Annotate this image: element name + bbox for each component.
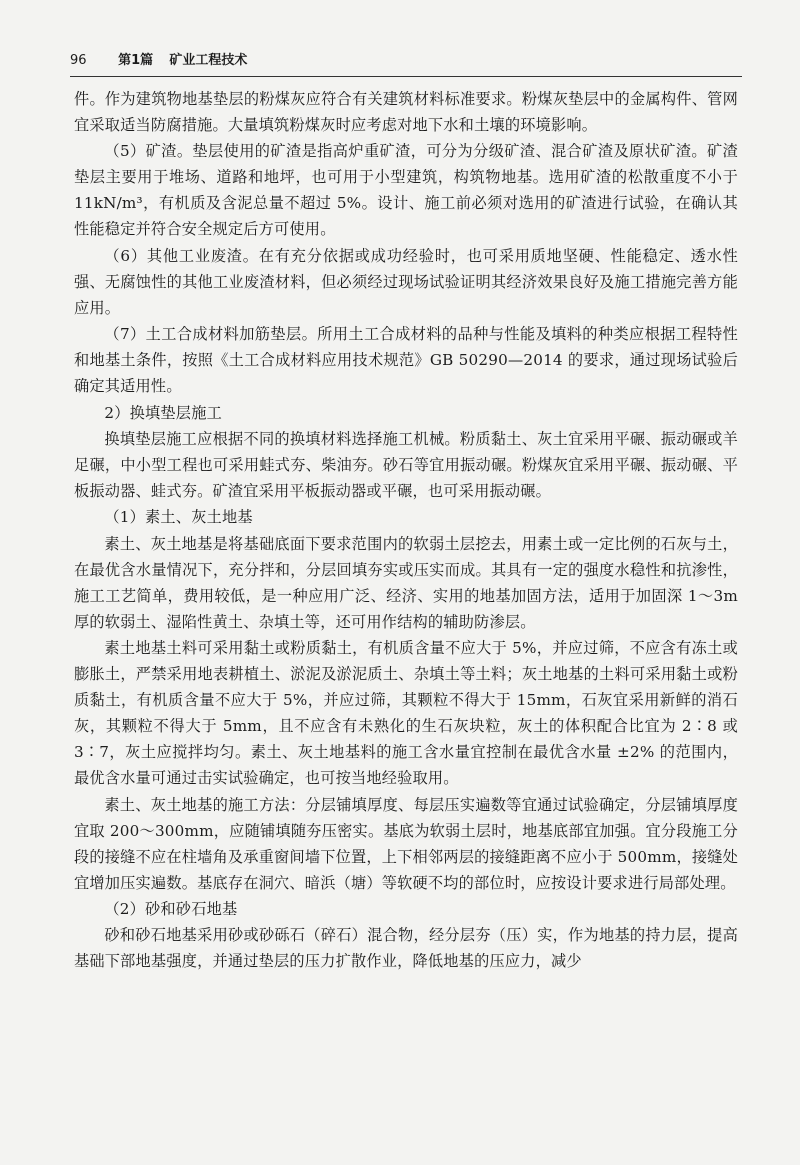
subsection-heading: （1）素土、灰土地基 [104,508,253,527]
paragraph: 换填垫层施工应根据不同的换填材料选择施工机械。粉质黏土、灰土宜采用平碾、振动碾或羊足碾，中小型工程也可采用蛙式夯、柴油夯。砂石等宜用振动碾。粉煤灰宜采用平碾、振动碾、平板振动器、蛙式夯。矿渣宜采用平板振动器或平碾，也可采用振动碾。 [74,429,738,500]
subsection-heading: 2）换填垫层施工 [104,403,222,422]
paragraph: 件。作为建筑物地基垫层的粉煤灰应符合有关建筑材料标准要求。粉煤灰垫层中的金属构件、管网宜采取适当防腐措施。大量填筑粉煤灰时应考虑对地下水和土壤的环境影响。 [74,90,738,134]
page-number: 96 [70,53,87,68]
paragraph: 素土、灰土地基的施工方法：分层铺填厚度、每层压实遍数等宜通过试验确定，分层铺填厚度宜取 200～300mm，应随铺填随夯压密实。基底为软弱土层时，地基底部宜加强。宜分段施工分段的接缝不应在柱墙角及承重窗间墙下位置，上下相邻两层的接缝距离不应小于 500mm，接缝处宜增加压实遍数。基底存在洞穴、暗浜（塘）等软硬不均的部位时，应按设计要求进行局部处理。 [74,795,738,892]
paragraph: （6）其他工业废渣。在有充分依据或成功经验时，也可采用质地坚硬、性能稳定、透水性强、无腐蚀性的其他工业废渣材料，但必须经过现场试验证明其经济效果良好及施工措施完善方能应用。 [74,246,738,317]
section-title: 矿业工程技术 [169,53,248,68]
chapter-label: 第1篇 [118,53,154,68]
paragraph: （7）土工合成材料加筋垫层。所用土工合成材料的品种与性能及填料的种类应根据工程特性和地基土条件，按照《土工合成材料应用技术规范》GB 50290—2014 的要求，通过现场试验后确定其适用性。 [74,325,738,396]
paragraph: 砂和砂石地基采用砂或砂砾石（碎石）混合物，经分层夯（压）实，作为地基的持力层，提高基础下部地基强度，并通过垫层的压力扩散作业，降低地基的压应力，减少 [74,926,738,971]
paragraph: 素土地基土料可采用黏土或粉质黏土，有机质含量不应大于 5%，并应过筛，不应含有冻土或膨胀土，严禁采用地表耕植土、淤泥及淤泥质土、杂填土等土料；灰土地基的土料可采用黏土或粉质黏土，有机质含量不应大于 5%，并应过筛，其颗粒不得大于 15mm，石灰宜采用新鲜的消石灰，其颗粒不得大于 5mm，且不应含有未熟化的生石灰块粒，灰土的体积配合比宜为 2∶8 或 3∶7，灰土应搅拌均匀。素土、灰土地基料的施工含水量宜控制在最优含水量 ±2% 的范围内，最优含水量可通过击实试验确定，也可按当地经验取用。 [74,639,738,788]
paragraph: 素土、灰土地基是将基础底面下要求范围内的软弱土层挖去，用素土或一定比例的石灰与土，在最优含水量情况下，充分拌和，分层回填夯实或压实而成。其具有一定的强度水稳性和抗渗性，施工工艺简单，费用较低，是一种应用广泛、经济、实用的地基加固方法，适用于加固深 1～3m 厚的软弱土、湿陷性黄土、杂填土等，还可用作结构的辅助防渗层。 [74,534,738,631]
page-body [74,86,738,975]
paragraph: （5）矿渣。垫层使用的矿渣是指高炉重矿渣，可分为分级矿渣、混合矿渣及原状矿渣。矿渣垫层主要用于堆场、道路和地坪，也可用于小型建筑，构筑物地基。选用矿渣的松散重度不小于 11kN/m³，有机质及含泥总量不超过 5%。设计、施工前必须对选用的矿渣进行试验，在确认其性能稳定并符合安全规定后方可使用。 [74,142,738,239]
subsection-heading: （2）砂和砂石地基 [104,899,238,918]
page-header [70,50,742,77]
